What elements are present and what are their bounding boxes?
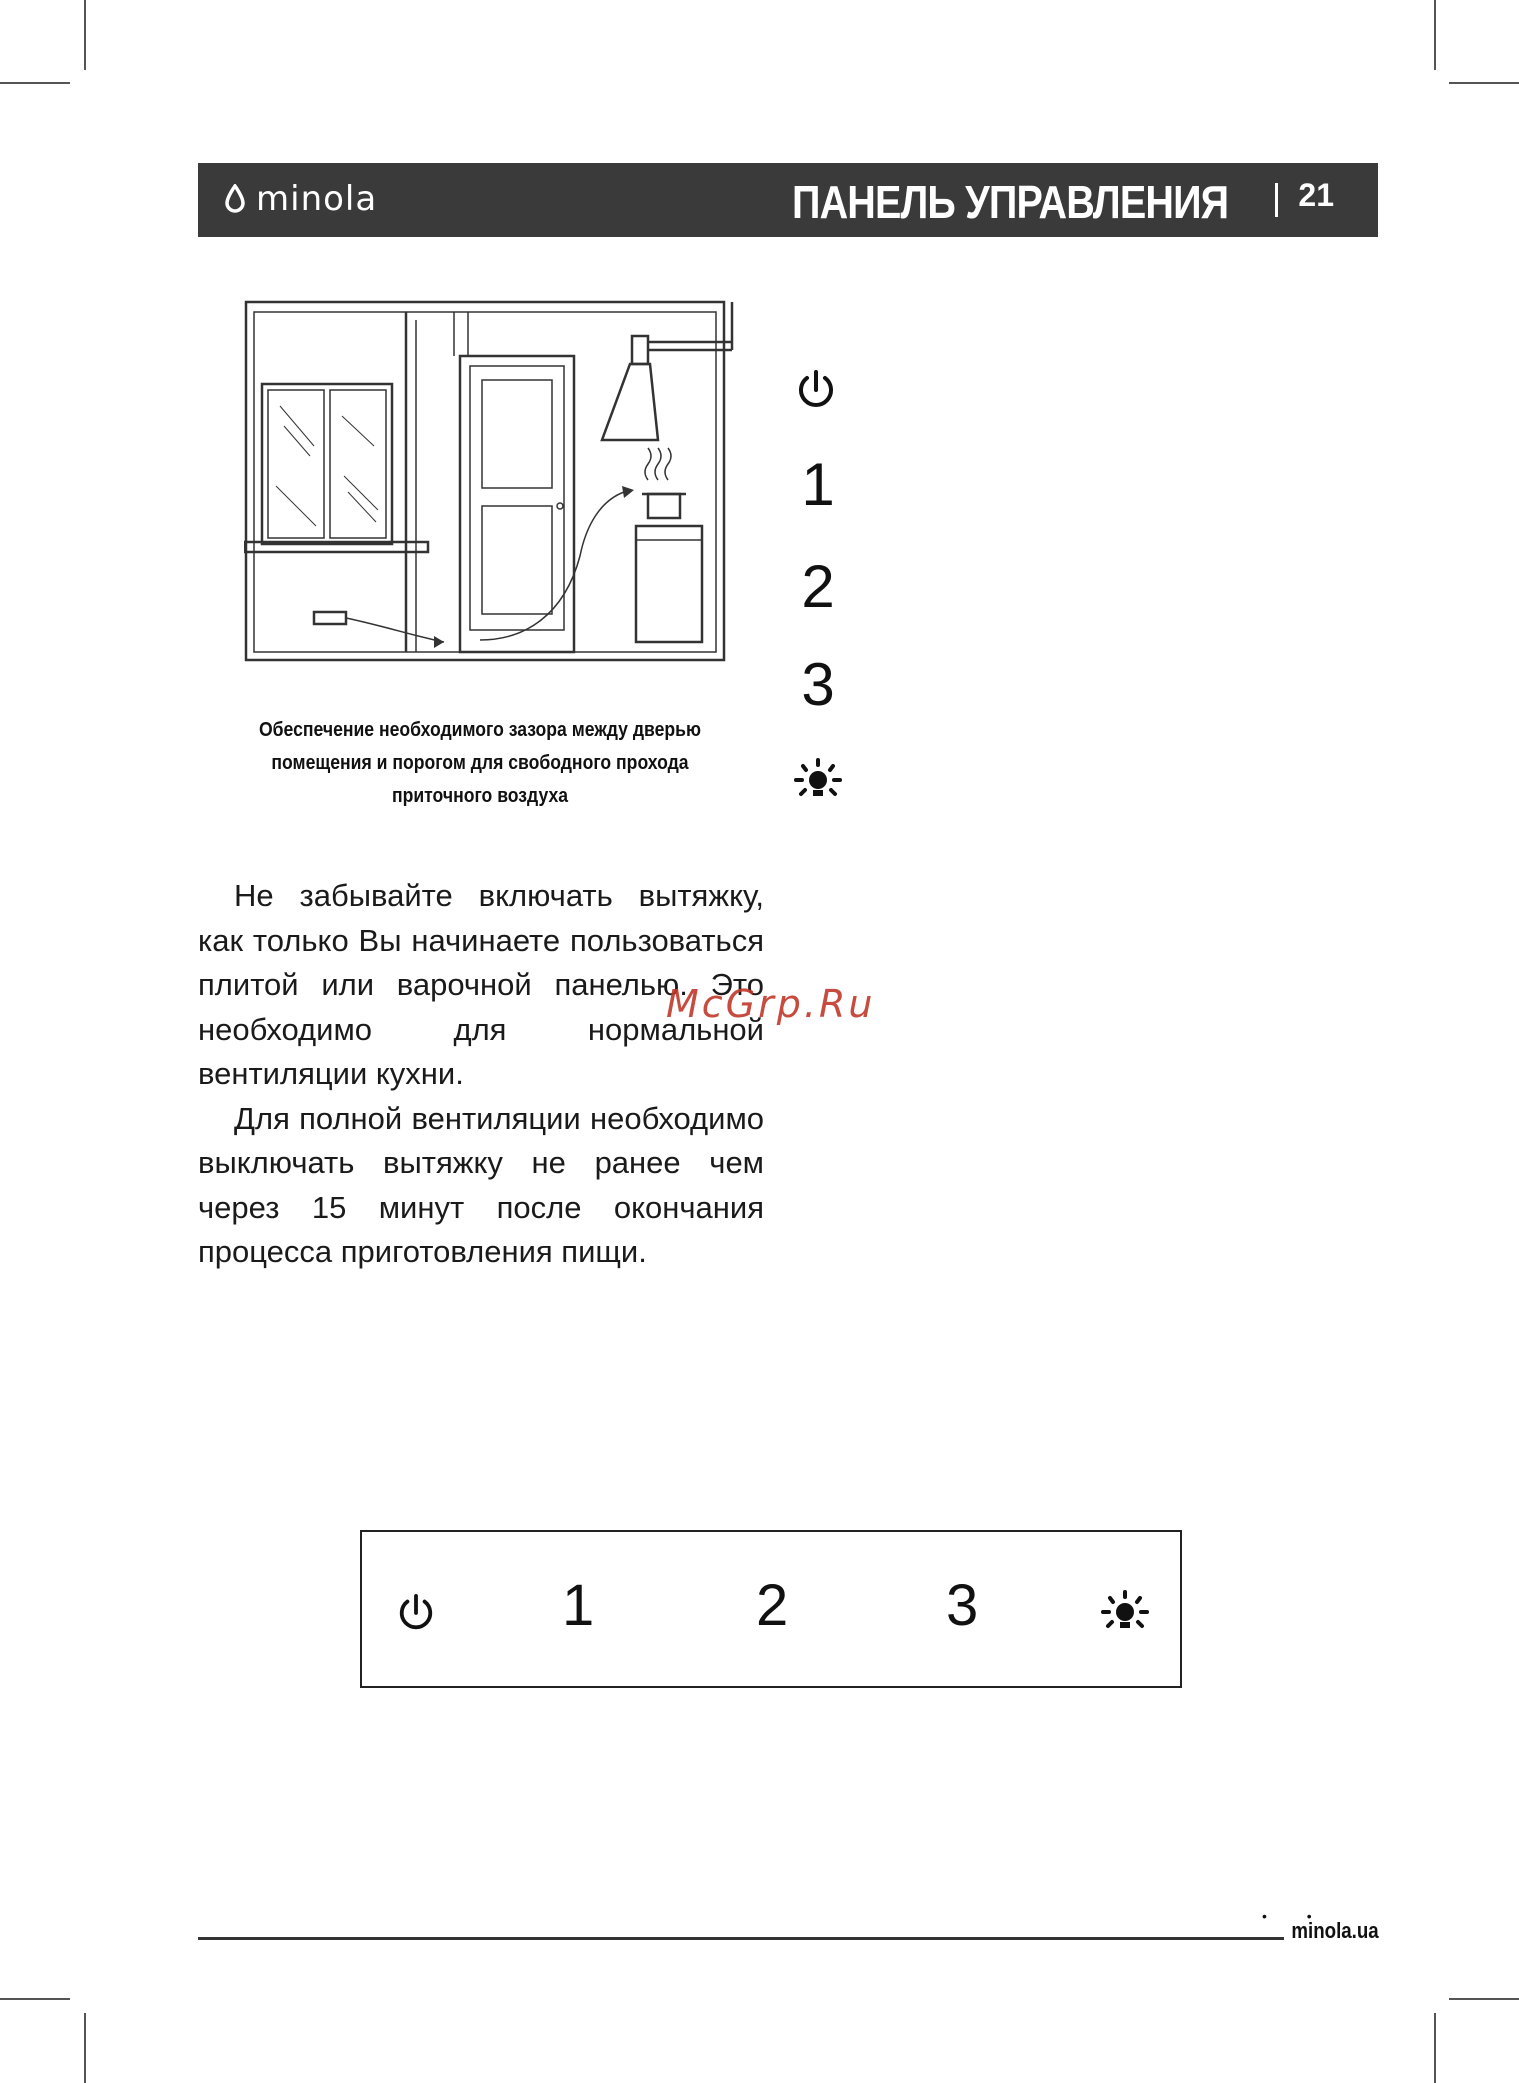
footer-rule [198,1937,1284,1940]
light-icon [793,758,843,804]
speed-button-3[interactable]: 3 [946,1573,979,1638]
speed-button-1[interactable]: 1 [562,1573,595,1638]
crop-mark [1434,2013,1436,2083]
power-icon [795,368,837,412]
caption-line: приточного воздуха [391,785,569,807]
power-icon[interactable] [396,1592,436,1634]
light-icon[interactable] [1100,1590,1150,1636]
caption-line: помещения и порогом для свободного прохода [271,752,689,774]
watermark: McGrp.Ru [666,982,876,1026]
crop-mark [1449,82,1519,84]
crop-mark [0,82,70,84]
crop-mark [1449,1998,1519,2000]
drop-icon [224,184,246,214]
crop-mark [0,1998,70,2000]
brand-name: minola [256,179,378,219]
speed-label-3: 3 [801,651,835,718]
body-text [198,874,764,1275]
crop-mark [84,0,86,70]
speed-label-2: 2 [801,553,835,620]
header-divider [1275,183,1278,217]
speed-button-2[interactable]: 2 [756,1573,789,1638]
page-header [198,163,1378,237]
page-number: 21 [1298,177,1334,213]
crop-mark [84,2013,86,2083]
footer-dots: • • [1262,1908,1330,1924]
caption-line: Обеспечение необходимого зазора между дверью [258,719,702,741]
crop-mark [1434,0,1436,70]
control-panel [360,1530,1182,1688]
paragraph: Не забывайте включать вытяжку, как только Вы начинаете пользоваться плитой или варочной панелью. Это необходимо для нормальной вентиляции кухни. [198,878,764,1091]
page-title: ПАНЕЛЬ УПРАВЛЕНИЯ [791,176,1228,228]
paragraph: Для полной вентиляции необходимо выключать вытяжку не ранее чем через 15 минут после окончания процесса приготовления пищи. [198,1100,764,1269]
figure-caption [234,714,727,813]
brand-logo [224,179,377,219]
speed-label-1: 1 [801,451,835,518]
footer-site[interactable]: minola.ua [1291,1918,1379,1943]
ventilation-illustration [244,296,748,668]
